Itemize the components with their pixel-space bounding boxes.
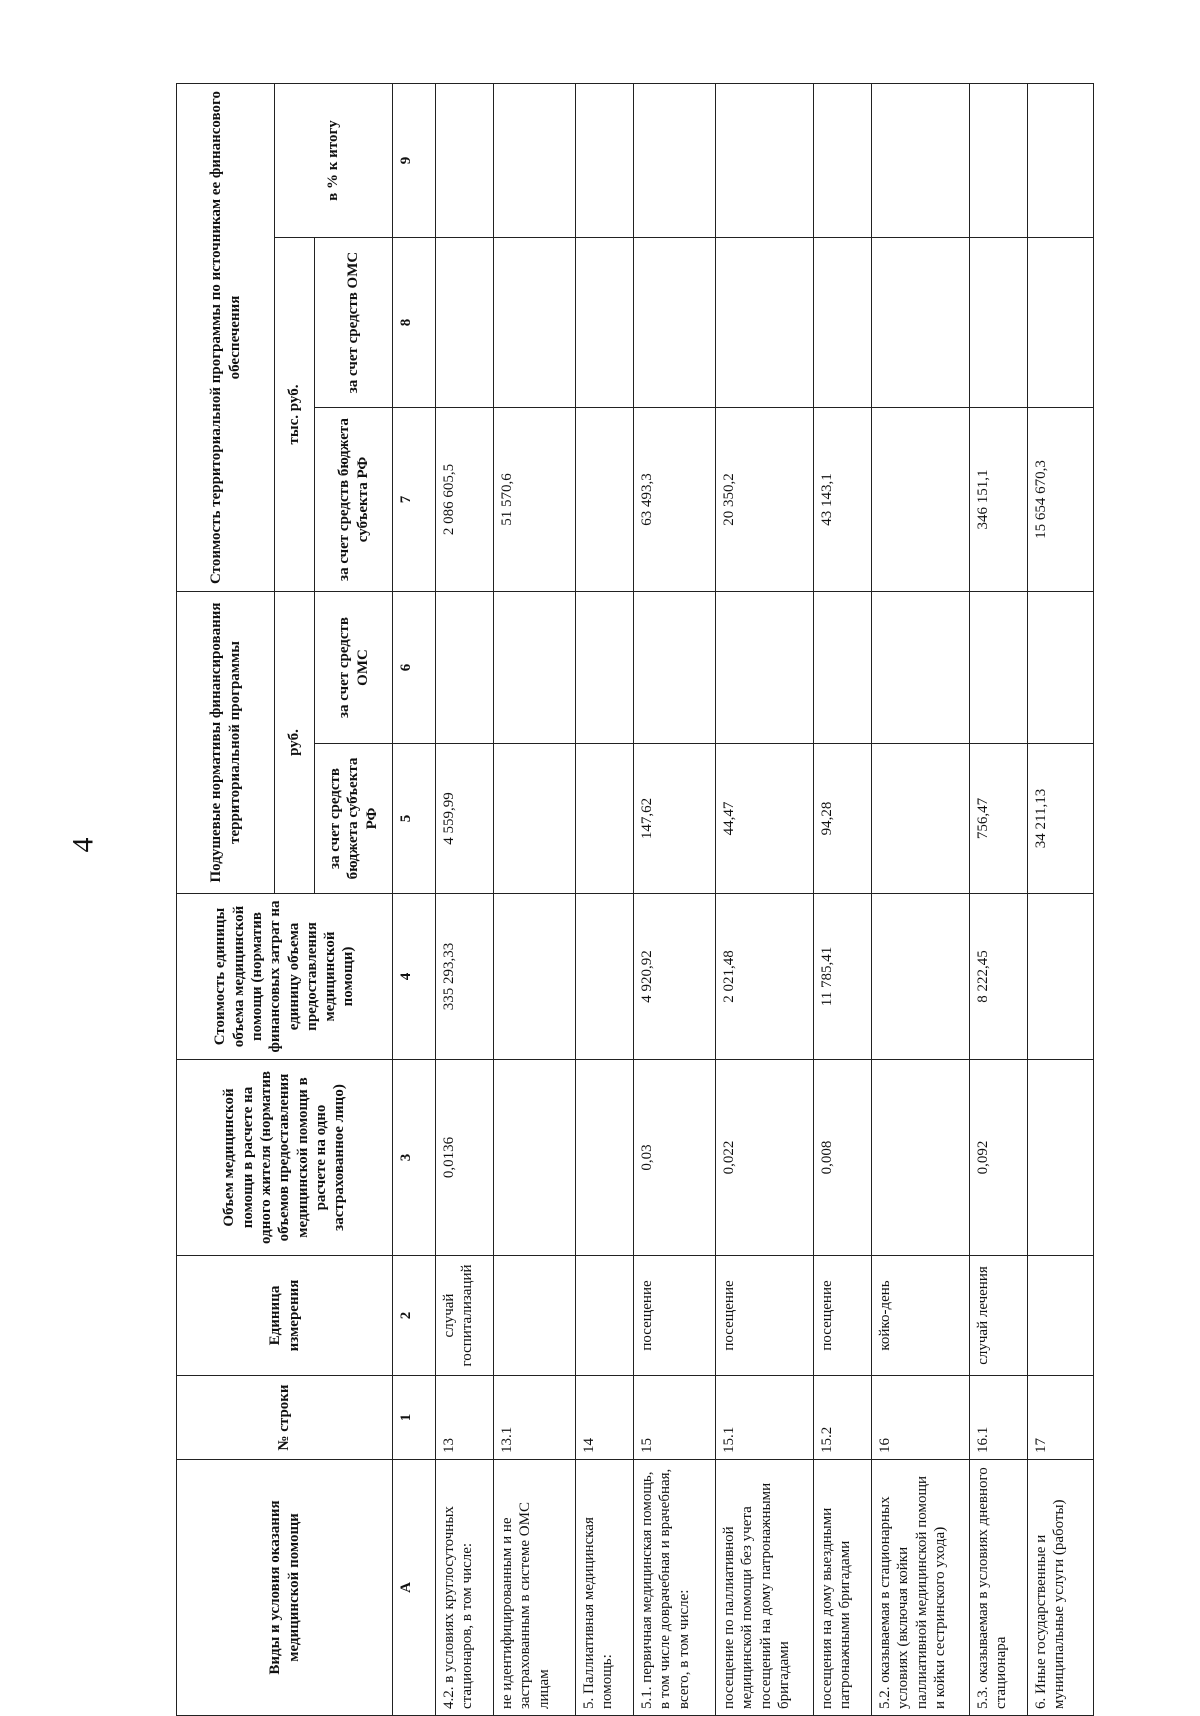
- unit-cell: посещение: [814, 1256, 872, 1376]
- oms-thousand-cell: [634, 238, 716, 408]
- budget-thousand-cell: [872, 408, 970, 592]
- volume-cell: 0,022: [716, 1060, 814, 1256]
- oms-thousand-cell: [1028, 238, 1094, 408]
- unit-cell: посещение: [634, 1256, 716, 1376]
- row-number: 16.1: [970, 1376, 1028, 1460]
- row-number: 17: [1028, 1376, 1094, 1460]
- column-number: 7: [393, 408, 436, 592]
- column-number: 4: [393, 894, 436, 1060]
- unit-cost-cell: 4 920,92: [634, 894, 716, 1060]
- oms-rub-cell: [634, 592, 716, 744]
- oms-thousand-cell: [576, 238, 634, 408]
- header-budget-thousand: за счет средств бюджета субъекта РФ: [315, 408, 393, 592]
- row-label: посещение по паллиативной медицинской помощи без учета посещений на дому патронажными бригадами: [716, 1460, 814, 1716]
- row-label: 5.2. оказываемая в стационарных условиях (включая койки паллиативной медицинской помощи и койки сестринского ухода): [872, 1460, 970, 1716]
- volume-cell: [576, 1060, 634, 1256]
- header-program-cost: Стоимость территориальной программы по источникам ее финансового обеспечения: [177, 84, 275, 592]
- unit-cost-cell: 11 785,41: [814, 894, 872, 1060]
- budget-rub-cell: 44,47: [716, 744, 814, 894]
- column-number-row: [393, 84, 436, 1716]
- volume-cell: 0,008: [814, 1060, 872, 1256]
- budget-rub-cell: 94,28: [814, 744, 872, 894]
- percent-cell: [436, 84, 494, 238]
- budget-rub-cell: 756,47: [970, 744, 1028, 894]
- table-row: [494, 84, 576, 1716]
- column-number: 8: [393, 238, 436, 408]
- oms-rub-cell: [716, 592, 814, 744]
- oms-rub-cell: [970, 592, 1028, 744]
- percent-cell: [1028, 84, 1094, 238]
- percent-cell: [634, 84, 716, 238]
- table-row: [872, 84, 970, 1716]
- budget-rub-cell: 147,62: [634, 744, 716, 894]
- budget-rub-cell: 4 559,99: [436, 744, 494, 894]
- page-number: 4: [66, 837, 100, 853]
- budget-thousand-cell: 2 086 605,5: [436, 408, 494, 592]
- unit-cell: койко-день: [872, 1256, 970, 1376]
- column-number: 1: [393, 1376, 436, 1460]
- header-budget-rub: за счет средств бюджета субъекта РФ: [315, 744, 393, 894]
- unit-cost-cell: [576, 894, 634, 1060]
- budget-rub-cell: [872, 744, 970, 894]
- row-number: 14: [576, 1376, 634, 1460]
- column-number: 3: [393, 1060, 436, 1256]
- unit-cost-cell: 2 021,48: [716, 894, 814, 1060]
- percent-cell: [872, 84, 970, 238]
- table-row: [436, 84, 494, 1716]
- budget-thousand-cell: 63 493,3: [634, 408, 716, 592]
- oms-rub-cell: [494, 592, 576, 744]
- oms-rub-cell: [814, 592, 872, 744]
- column-number: А: [393, 1460, 436, 1716]
- table-row: [576, 84, 634, 1716]
- budget-thousand-cell: 43 143,1: [814, 408, 872, 592]
- oms-thousand-cell: [494, 238, 576, 408]
- row-label: не идентифицированным и не застрахованным в системе ОМС лицам: [494, 1460, 576, 1716]
- unit-cost-cell: [494, 894, 576, 1060]
- header-per-capita: Подушевые нормативы финансирования территориальной программы: [177, 592, 275, 894]
- percent-cell: [494, 84, 576, 238]
- row-number: 15: [634, 1376, 716, 1460]
- column-number: 5: [393, 744, 436, 894]
- percent-cell: [814, 84, 872, 238]
- oms-thousand-cell: [970, 238, 1028, 408]
- table-row: [1028, 84, 1094, 1716]
- oms-thousand-cell: [814, 238, 872, 408]
- header-types: Виды и условия оказания медицинской помощи: [177, 1460, 393, 1716]
- column-number: 6: [393, 592, 436, 744]
- unit-cost-cell: 8 222,45: [970, 894, 1028, 1060]
- volume-cell: 0,092: [970, 1060, 1028, 1256]
- row-label: 5. Паллиативная медицинская помощь:: [576, 1460, 634, 1716]
- unit-cell: посещение: [716, 1256, 814, 1376]
- row-number: 15.2: [814, 1376, 872, 1460]
- row-label: 5.1. первичная медицинская помощь, в том числе доврачебная и врачебная, всего, в том числе:: [634, 1460, 716, 1716]
- column-number: 2: [393, 1256, 436, 1376]
- unit-cell: случай лечения: [970, 1256, 1028, 1376]
- row-number: 13.1: [494, 1376, 576, 1460]
- table-body: [393, 84, 1094, 1716]
- volume-cell: [494, 1060, 576, 1256]
- financing-table: [176, 83, 1094, 1716]
- header-unit-cost: Стоимость единицы объема медицинской помощи (норматив финансовых затрат на единицу объема предоставления медицинской помощи): [177, 894, 393, 1060]
- header-volume: Объем медицинской помощи в расчете на одного жителя (норматив объемов предоставления медицинской помощи в расчете на одно застрахованное лицо): [177, 1060, 393, 1256]
- unit-cell: [1028, 1256, 1094, 1376]
- unit-cost-cell: [1028, 894, 1094, 1060]
- rotated-table-container: [176, 84, 1068, 1716]
- unit-cell: [494, 1256, 576, 1376]
- oms-rub-cell: [1028, 592, 1094, 744]
- oms-thousand-cell: [436, 238, 494, 408]
- unit-cell: случай госпитализаций: [436, 1256, 494, 1376]
- header-unit: Единица измерения: [177, 1256, 393, 1376]
- header-percent-total: в % к итогу: [275, 84, 393, 238]
- budget-rub-cell: 34 211,13: [1028, 744, 1094, 894]
- volume-cell: 0,0136: [436, 1060, 494, 1256]
- table-row: [970, 84, 1028, 1716]
- volume-cell: [1028, 1060, 1094, 1256]
- row-label: 6. Иные государственные и муниципальные услуги (работы): [1028, 1460, 1094, 1716]
- unit-cost-cell: [872, 894, 970, 1060]
- row-number: 13: [436, 1376, 494, 1460]
- budget-rub-cell: [494, 744, 576, 894]
- row-label: посещения на дому выездными патронажными бригадами: [814, 1460, 872, 1716]
- oms-rub-cell: [872, 592, 970, 744]
- row-number: 15.1: [716, 1376, 814, 1460]
- volume-cell: [872, 1060, 970, 1256]
- oms-thousand-cell: [716, 238, 814, 408]
- budget-rub-cell: [576, 744, 634, 894]
- percent-cell: [970, 84, 1028, 238]
- header-row-number: № строки: [177, 1376, 393, 1460]
- table-row: [634, 84, 716, 1716]
- budget-thousand-cell: 51 570,6: [494, 408, 576, 592]
- oms-rub-cell: [576, 592, 634, 744]
- oms-rub-cell: [436, 592, 494, 744]
- table-row: [716, 84, 814, 1716]
- budget-thousand-cell: 15 654 670,3: [1028, 408, 1094, 592]
- header-oms-thousand: за счет средств ОМС: [315, 238, 393, 408]
- oms-thousand-cell: [872, 238, 970, 408]
- table-row: [814, 84, 872, 1716]
- volume-cell: 0,03: [634, 1060, 716, 1256]
- percent-cell: [716, 84, 814, 238]
- header-unit-thousand-rub: тыс. руб.: [275, 238, 315, 592]
- unit-cell: [576, 1256, 634, 1376]
- budget-thousand-cell: [576, 408, 634, 592]
- unit-cost-cell: 335 293,33: [436, 894, 494, 1060]
- row-label: 5.3. оказываемая в условиях дневного стационара: [970, 1460, 1028, 1716]
- percent-cell: [576, 84, 634, 238]
- header-unit-rub: руб.: [275, 592, 315, 894]
- budget-thousand-cell: 346 151,1: [970, 408, 1028, 592]
- budget-thousand-cell: 20 350,2: [716, 408, 814, 592]
- row-number: 16: [872, 1376, 970, 1460]
- column-number: 9: [393, 84, 436, 238]
- row-label: 4.2. в условиях круглосуточных стационаров, в том числе:: [436, 1460, 494, 1716]
- header-oms-rub: за счет средств ОМС: [315, 592, 393, 744]
